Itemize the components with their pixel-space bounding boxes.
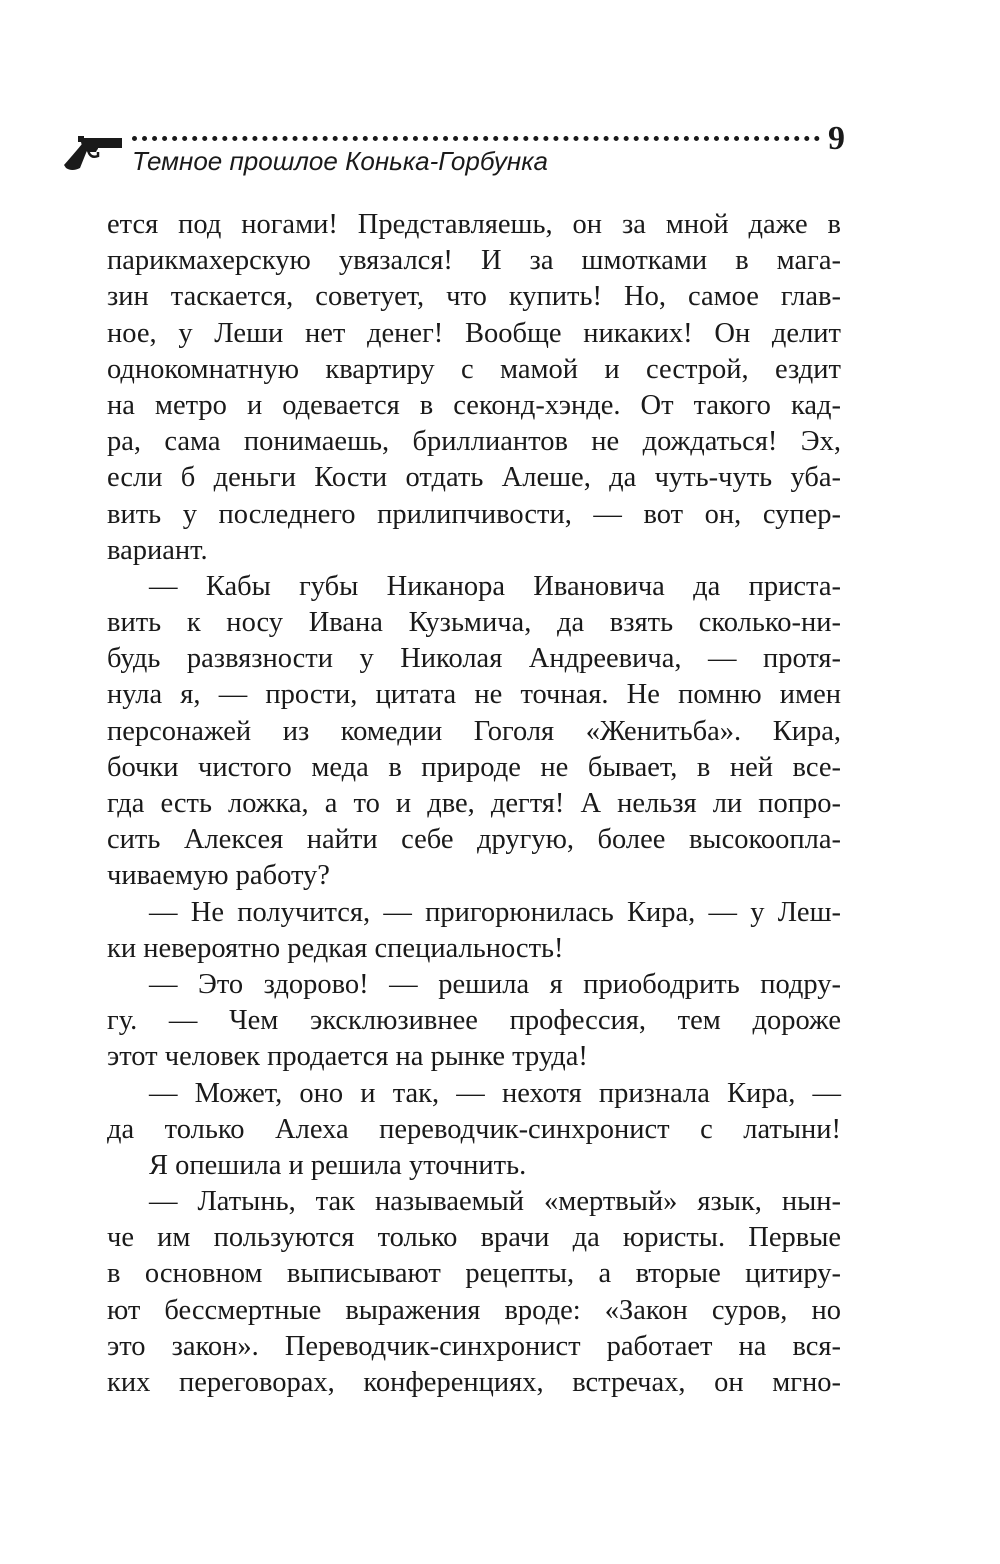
text-line: — Латынь, так называемый «мертвый» язык, нын- <box>149 1186 841 1218</box>
text-line: — Кабы губы Никанора Ивановича да приста- <box>149 570 841 602</box>
text-line: это закон». Переводчик-синхронист работает на вся- <box>107 1330 841 1362</box>
text-line: этот человек продается на рынке труда! <box>107 1041 588 1073</box>
pistol-icon <box>58 132 124 172</box>
text-line: да только Алеха переводчик-синхронист с латыни! <box>107 1113 841 1145</box>
text-line: ется под ногами! Представляешь, он за мной даже в <box>107 209 841 240</box>
dotted-rule <box>132 136 820 141</box>
text-line: бочки чистого меда в природе не бывает, в ней все- <box>107 751 841 783</box>
text-line: парикмахерскую увязался! И за шмотками в мага- <box>107 245 841 277</box>
text-line: Я опешила и решила уточнить. <box>149 1149 527 1181</box>
text-line: ки невероятно редкая специальность! <box>107 932 564 964</box>
text-line: вить у последнего прилипчивости, — вот он, супер- <box>107 498 841 530</box>
text-line: ра, сама понимаешь, бриллиантов не дождаться! Эх, <box>107 426 841 458</box>
text-line: гда есть ложка, а то и две, дегтя! А нельзя ли попро- <box>107 788 841 819</box>
text-line: сить Алексея найти себе другую, более высокоопла- <box>107 824 841 856</box>
text-line: гу. — Чем эксклюзивнее профессия, тем дороже <box>107 1005 841 1037</box>
running-head <box>58 118 858 188</box>
text-line: — Не получится, — пригорюнилась Кира, — у Леш- <box>149 896 841 928</box>
text-line: будь развязности у Николая Андреевича, — протя- <box>107 643 841 675</box>
text-line: зин таскается, советует, что купить! Но, самое глав- <box>107 281 841 313</box>
text-line: ких переговорах, конференциях, встречах, он мгно- <box>107 1367 841 1398</box>
text-line: вариант. <box>107 534 208 566</box>
body-text <box>107 207 841 1401</box>
text-line: вить к носу Ивана Кузьмича, да взять сколько-ни- <box>107 607 841 639</box>
text-line: однокомнатную квартиру с мамой и сестрой, ездит <box>107 353 841 385</box>
text-line: чиваемую работу? <box>107 860 330 892</box>
text-line: если б деньги Кости отдать Алеше, да чуть-чуть уба- <box>107 462 841 494</box>
page-number: 9 <box>828 120 845 157</box>
text-line: ют бессмертные выражения вроде: «Закон суров, но <box>107 1294 841 1326</box>
text-line: персонажей из комедии Гоголя «Женитьба». Кира, <box>107 715 841 747</box>
book-title: Темное прошлое Конька-Горбунка <box>132 146 548 176</box>
text-line: на метро и одевается в секонд-хэнде. От такого кад- <box>107 389 841 421</box>
text-line: нула я, — прости, цитата не точная. Не помню имен <box>107 679 841 711</box>
text-line: в основном выписывают рецепты, а вторые цитиру- <box>107 1258 841 1290</box>
text-line: ное, у Леши нет денег! Вообще никаких! Он делит <box>107 317 841 349</box>
text-line: — Это здорово! — решила я приободрить подру- <box>149 968 841 1000</box>
text-line: че им пользуются только врачи да юристы. Первые <box>107 1222 841 1254</box>
text-line: — Может, оно и так, — нехотя признала Кира, — <box>149 1077 841 1109</box>
